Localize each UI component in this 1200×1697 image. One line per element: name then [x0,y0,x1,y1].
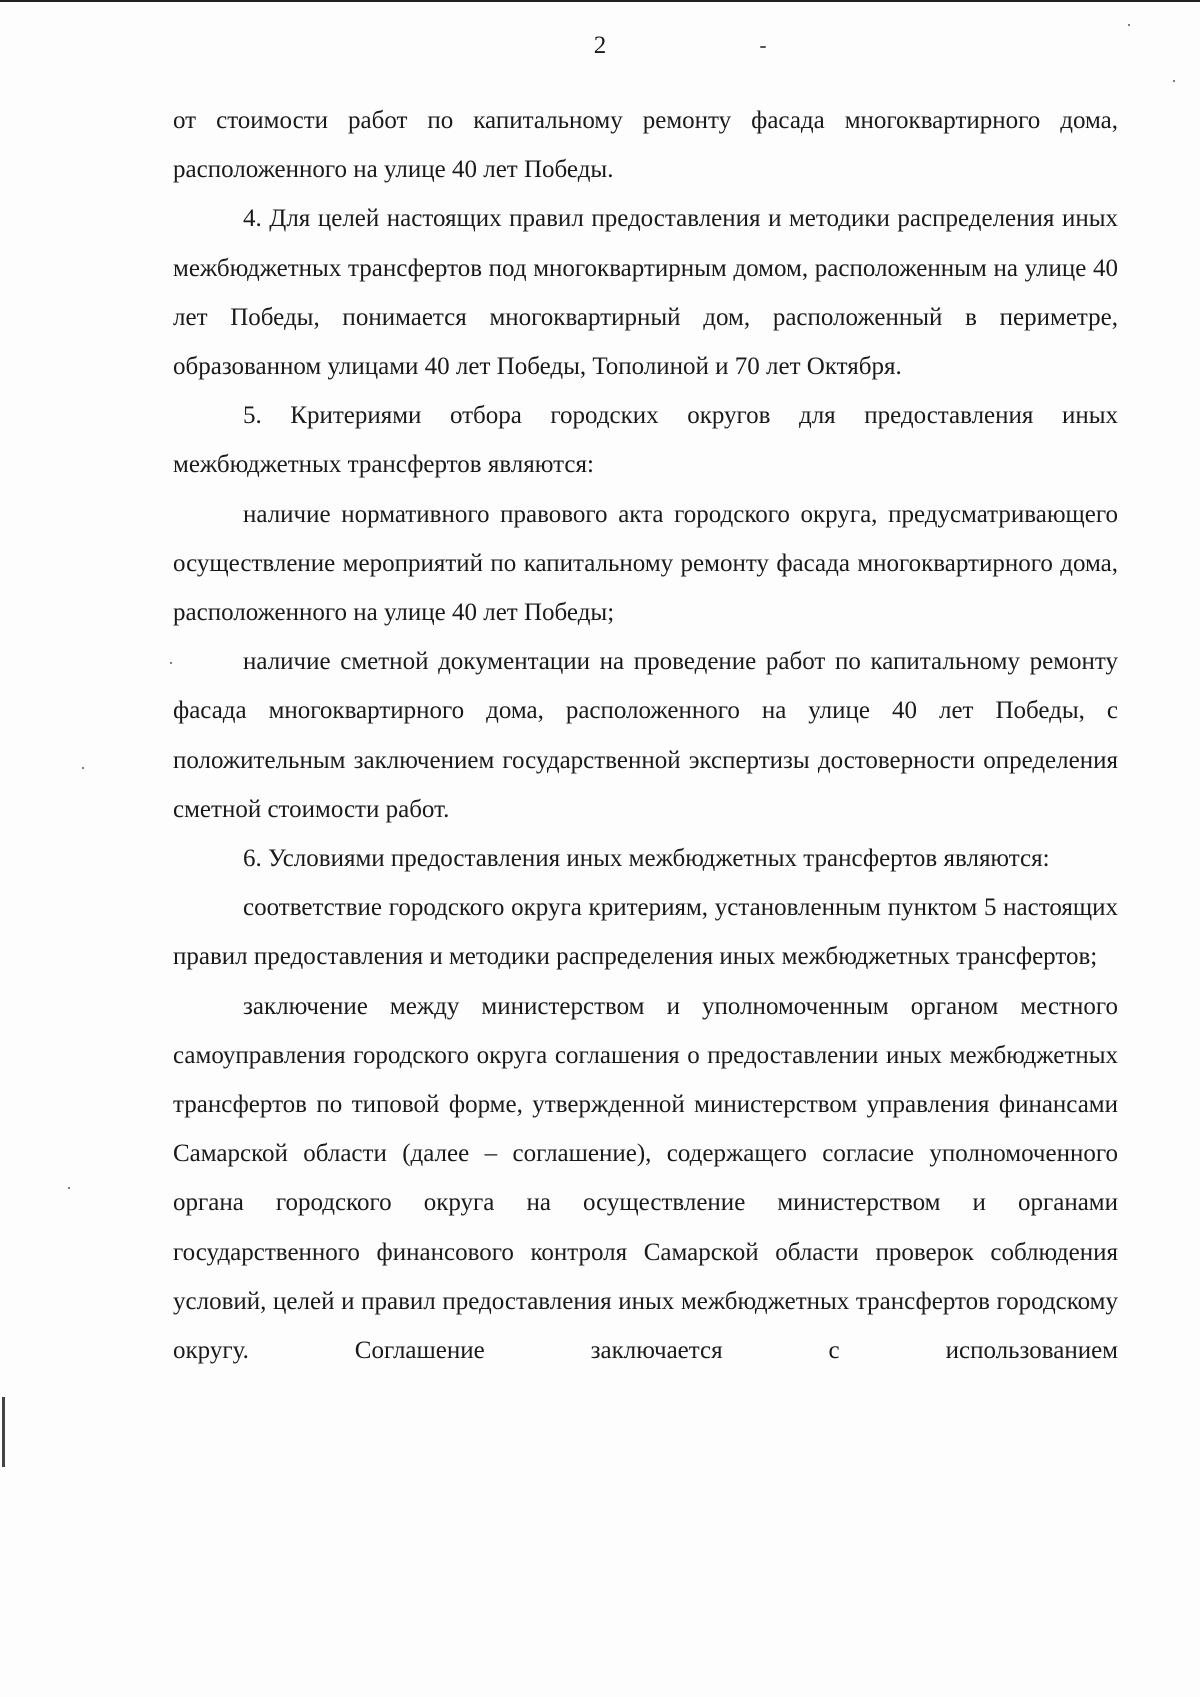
paragraph-continuation: от стоимости работ по капитальному ремонту фасада многоквартирного дома, расположенного на улице 40 лет Победы. [173,107,1118,184]
paragraph-criterion-1: наличие нормативного правового акта городского округа, предусматривающего осуществление мероприятий по капитальному ремонту фасада многоквартирного дома, расположенного на улице 40 лет Победы; [173,500,1118,627]
scan-speck [68,1187,70,1189]
scan-speck [82,767,84,769]
paragraph-condition-2: заключение между министерством и уполномоченным органом местного самоуправления городского округа соглашения о предоставлении иных межбюджетных трансфертов по типовой форме, утвержденной министерством управления финансами Самарской области (далее – соглашение), содержащего согласие уполномоченного органа городского округа на осуществление министерством и органами государственного финансового контроля Самарской области проверок соблюдения условий, целей и правил предоставления иных межбюджетных трансфертов городскому округу. Соглашение заключается с использованием [173,992,1118,1365]
scan-edge-mark [2,1397,5,1467]
page-number: 2 [593,32,607,59]
paragraph-item-5: 5. Критериями отбора городских округов для предоставления иных межбюджетных трансфертов являются: [173,402,1118,479]
document-body [173,96,1118,1375]
paragraph-condition-1: соответствие городского округа критериям, установленным пунктом 5 настоящих правил предоставления и методики распределения иных межбюджетных трансфертов; [173,894,1118,971]
paragraph-criterion-2: наличие сметной документации на проведение работ по капитальному ремонту фасада многоквартирного дома, расположенного на улице 40 лет Победы, с положительным заключением государственной экспертизы достоверности определения сметной стоимости работ. [173,648,1118,823]
scan-speck [1173,80,1175,82]
paragraph-item-4: 4. Для целей настоящих правил предоставления и методики распределения иных межбюджетных трансфертов под многоквартирным домом, расположенным на улице 40 лет Победы, понимается многоквартирный дом, расположенный в периметре, образованном улицами 40 лет Победы, Тополиной и 70 лет Октября. [173,205,1118,381]
scan-speck [170,662,172,664]
scan-speck [760,46,766,48]
paragraph-item-6: 6. Условиями предоставления иных межбюджетных трансфертов являются: [243,845,1050,873]
scan-speck [1128,24,1130,26]
